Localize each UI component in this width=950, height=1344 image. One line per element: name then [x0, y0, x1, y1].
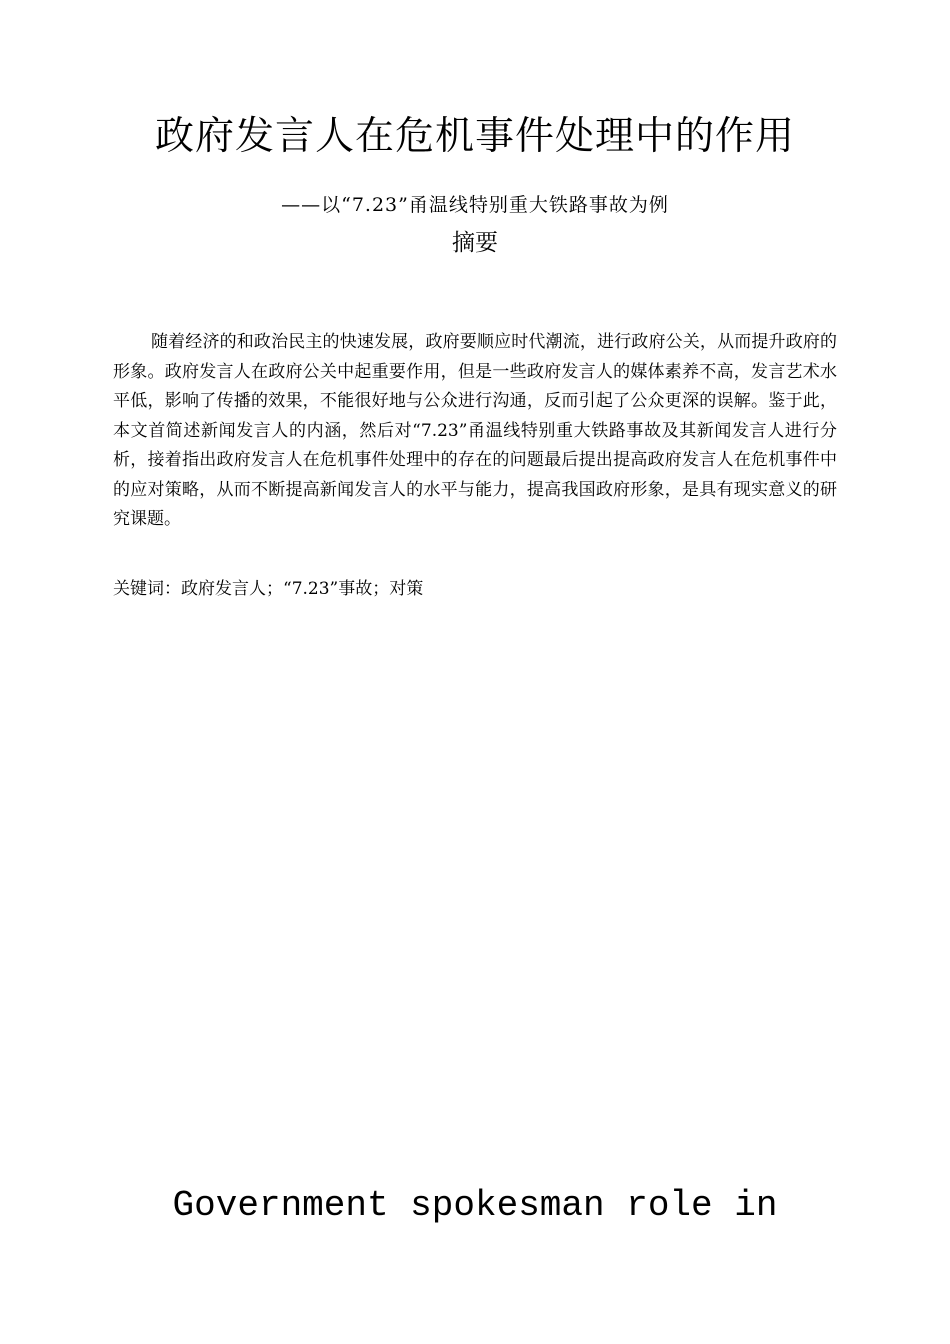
keywords-line: 关键词：政府发言人；“7.23”事故；对策	[113, 579, 424, 599]
abstract-heading: 摘要	[452, 230, 498, 256]
document-title: 政府发言人在危机事件处理中的作用	[154, 114, 795, 159]
english-title: Government spokesman role in	[172, 1185, 778, 1226]
abstract-body: 随着经济的和政治民主的快速发展，政府要顺应时代潮流，进行政府公关，从而提升政府的形象。政府发言人在政府公关中起重要作用，但是一些政府发言人的媒体素养不高，发言艺术水平低，影响了传播的效果，不能很好地与公众进行沟通，反而引起了公众更深的误解。鉴于此，本文首简述新闻发言人的内涵，然后对“7.23”甬温线特别重大铁路事故及其新闻发言人进行分析，接着指出政府发言人在危机事件处理中的存在的问题最后提出提高政府发言人在危机事件中的应对策略，从而不断提高新闻发言人的水平与能力，提高我国政府形象，是具有现实意义的研究课题。	[113, 332, 837, 529]
document-subtitle: ——以“7.23”甬温线特别重大铁路事故为例	[281, 194, 669, 216]
